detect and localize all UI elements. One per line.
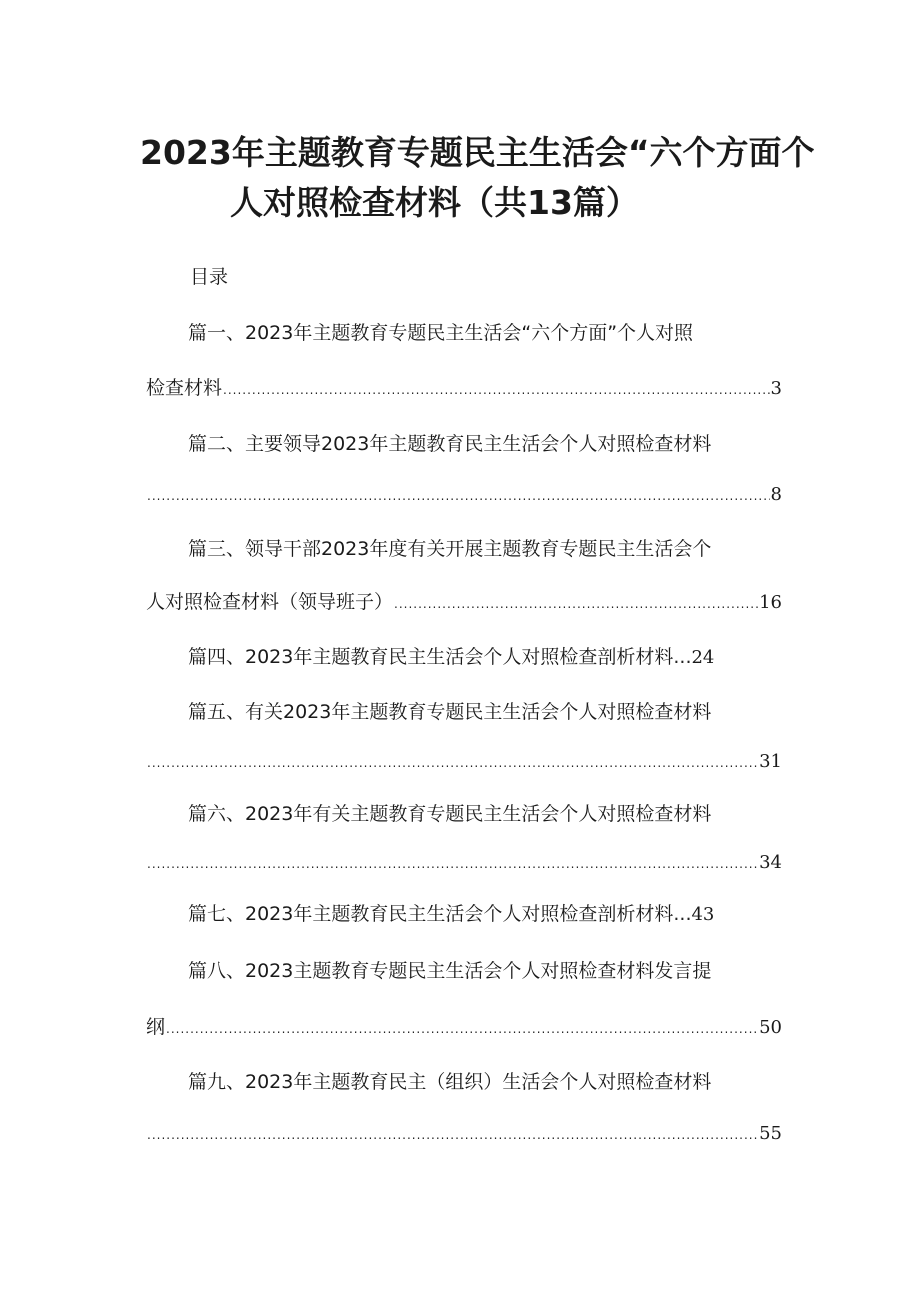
dot-leader: [147, 1120, 758, 1150]
toc-entry-1-title-cont[interactable]: 检查材料: [146, 377, 223, 399]
toc-entry-2-title[interactable]: 篇二、主要领导2023年主题教育民主生活会个人对照检查材料: [188, 433, 712, 455]
toc-entry-9-title[interactable]: 篇九、2023年主题教育民主（组织）生活会个人对照检查材料: [188, 1071, 712, 1093]
toc-entry-3-page[interactable]: 16: [759, 592, 782, 613]
toc-entry-9-page[interactable]: 55: [759, 1123, 782, 1144]
toc-entry-7-page[interactable]: 43: [691, 904, 715, 925]
dot-leader: [166, 1014, 758, 1044]
toc-entry-1-line-2[interactable]: [146, 373, 782, 403]
toc-entry-6-line-2[interactable]: [146, 848, 782, 878]
toc-entry-2-line-1[interactable]: [146, 429, 782, 459]
toc-entry-6-page[interactable]: 34: [759, 852, 782, 873]
toc-heading: 目录: [190, 266, 229, 288]
toc-entry-6-line-1[interactable]: [146, 799, 782, 829]
toc-entry-3-line-1[interactable]: [146, 534, 782, 564]
toc-entry-7-line-1[interactable]: [146, 899, 782, 929]
dot-leader: [673, 899, 691, 929]
toc-entry-8-page[interactable]: 50: [759, 1017, 782, 1038]
toc-entry-8-title-cont[interactable]: 纲: [146, 1016, 166, 1038]
toc-entry-2-page[interactable]: 8: [770, 484, 782, 505]
toc-entry-4-title[interactable]: 篇四、2023年主题教育民主生活会个人对照检查剖析材料: [188, 646, 674, 668]
toc-entry-5-line-1[interactable]: [146, 697, 782, 727]
toc-entry-3-line-2[interactable]: [146, 587, 782, 617]
toc-entry-6-title[interactable]: 篇六、2023年有关主题教育专题民主生活会个人对照检查材料: [188, 803, 712, 825]
toc-entry-8-line-2[interactable]: [146, 1012, 782, 1042]
toc-entry-1-title[interactable]: 篇一、2023年主题教育专题民主生活会“六个方面”个人对照: [188, 322, 694, 344]
toc-entry-3-title-cont[interactable]: 人对照检查材料（领导班子）: [146, 591, 394, 613]
dot-leader: [147, 481, 770, 511]
page-title: [140, 128, 815, 228]
dot-leader: [673, 642, 691, 672]
toc-entry-3-title[interactable]: 篇三、领导干部2023年度有关开展主题教育专题民主生活会个: [188, 538, 712, 560]
toc-entry-5-line-2[interactable]: [146, 747, 782, 777]
toc-entry-8-line-1[interactable]: [146, 956, 782, 986]
dot-leader: [147, 849, 758, 879]
dot-leader: [394, 589, 758, 619]
toc-entry-5-page[interactable]: 31: [759, 751, 782, 772]
dot-leader: [223, 375, 770, 405]
toc-entry-1-line-1[interactable]: [146, 318, 782, 348]
toc-entry-1-page[interactable]: 3: [770, 378, 782, 399]
toc-entry-4-page[interactable]: 24: [691, 647, 715, 668]
toc-entry-4-line-1[interactable]: [146, 642, 782, 672]
toc-entry-9-line-2[interactable]: [146, 1119, 782, 1149]
dot-leader: [147, 748, 758, 778]
toc-entry-7-title[interactable]: 篇七、2023年主题教育民主生活会个人对照检查剖析材料: [188, 903, 674, 925]
toc-entry-2-line-2[interactable]: [146, 480, 782, 510]
toc-entry-8-title[interactable]: 篇八、2023主题教育专题民主生活会个人对照检查材料发言提: [188, 960, 712, 982]
toc-entry-5-title[interactable]: 篇五、有关2023年主题教育专题民主生活会个人对照检查材料: [188, 701, 712, 723]
page-title-line-1: 2023年主题教育专题民主生活会“六个方面个: [140, 133, 815, 172]
toc-entry-9-line-1[interactable]: [146, 1067, 782, 1097]
page-title-line-2: 人对照检查材料（共13篇）: [230, 183, 639, 222]
